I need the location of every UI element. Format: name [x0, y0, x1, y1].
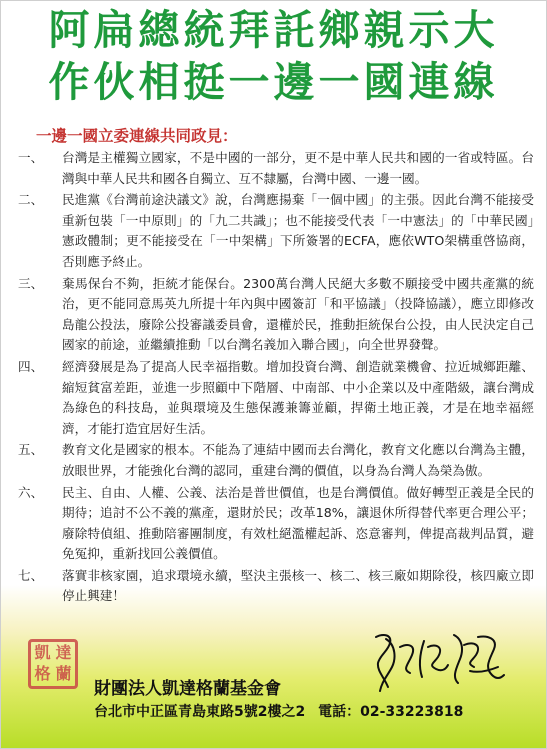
policy-number: 一、 [18, 150, 44, 165]
seal-character: 蘭 [55, 664, 72, 683]
section-heading: 一邊一國立委連線共同政見： [36, 127, 238, 145]
policy-text: 棄馬保台不夠，拒統才能保台。2300萬台灣人民絕大多數不願接受中國共產黨的統治，更不能同意馬英九所提十年內與中國簽訂「和平協議」（投降協議），應立即修改島龍公投法，廢除公投審議委員會，還權於民，推動拒統保台公投，由人民決定自己國家的前途，並繼續推動「以台灣名義加入聯合國」，向全世界發聲。 [62, 275, 534, 353]
policy-number: 五、 [18, 442, 44, 458]
policy-text: 台灣是主權獨立國家，不是中國的一部分，更不是中華人民共和國的一省或特區。台灣與中華人民共和國各自獨立、互不隸屬，台灣中國、一邊一國。 [62, 150, 534, 186]
policy-number: 六、 [18, 484, 44, 500]
policy-number: 三、 [18, 275, 44, 291]
headline-line-2: 作伙相挺一邊一國連線 [48, 58, 499, 106]
seal-character: 凱 [34, 643, 51, 662]
policy-text: 教育文化是國家的根本。不能為了連結中國而去台灣化，教育文化應以台灣為主體，放眼世界，才能強化台灣的認同，重建台灣的價值，以身為台灣人為榮為傲。 [62, 442, 534, 478]
headline-line-1: 阿扁總統拜託鄉親示大 [48, 6, 499, 54]
phone-text: 電話：02-33223818 [318, 704, 464, 720]
seal-character: 格 [34, 664, 51, 683]
policy-number: 七、 [18, 567, 44, 583]
policy-number: 二、 [18, 192, 44, 208]
address-text: 台北市中正區青島東路5號2樓之2 [94, 704, 306, 720]
seal-character: 達 [55, 643, 72, 662]
policy-text: 經濟發展是為了提高人民幸福指數。增加投資台灣、創造就業機會、拉近城鄉距離、縮短貧富差距，並進一步照顧中下階層、中南部、中小企業以及中產階級，讓台灣成為綠色的科技島，並與環境及生態保護兼籌並顧，捍衛土地正義，才是在地幸福經濟，才能打造宜居好生活。 [62, 358, 534, 436]
foundation-name: 財團法人凱達格蘭基金會 [94, 679, 281, 699]
policy-text: 民進黨《台灣前途決議文》說，台灣應揚棄「一個中國」的主張。因此台灣不能接受重新包裝「一中原則」的「九二共識」；也不能接受代表「一中憲法」的「中華民國」憲政體制；更不能接受在「一中架構」下所簽署的ECFA，應依WTO架構重啓協商，否則應予終止。 [62, 192, 534, 269]
policy-text: 落實非核家園，追求環境永續，堅決主張核一、核二、核三廠如期除役，核四廠立即停止興建！ [62, 567, 534, 604]
policy-number: 四、 [18, 358, 44, 374]
policy-text: 民主、自由、人權、公義、法治是普世價值，也是台灣價值。做好轉型正義是全民的期待；追討不公不義的黨產，還財於民；改革18%，讓退休所得替代率更合理公平；廢除特偵組、推動陪審團制度，有效杜絕濫權起訴、恣意審判，俾提高裁判品質，避免冤抑，重新找回公義價值。 [62, 484, 534, 562]
